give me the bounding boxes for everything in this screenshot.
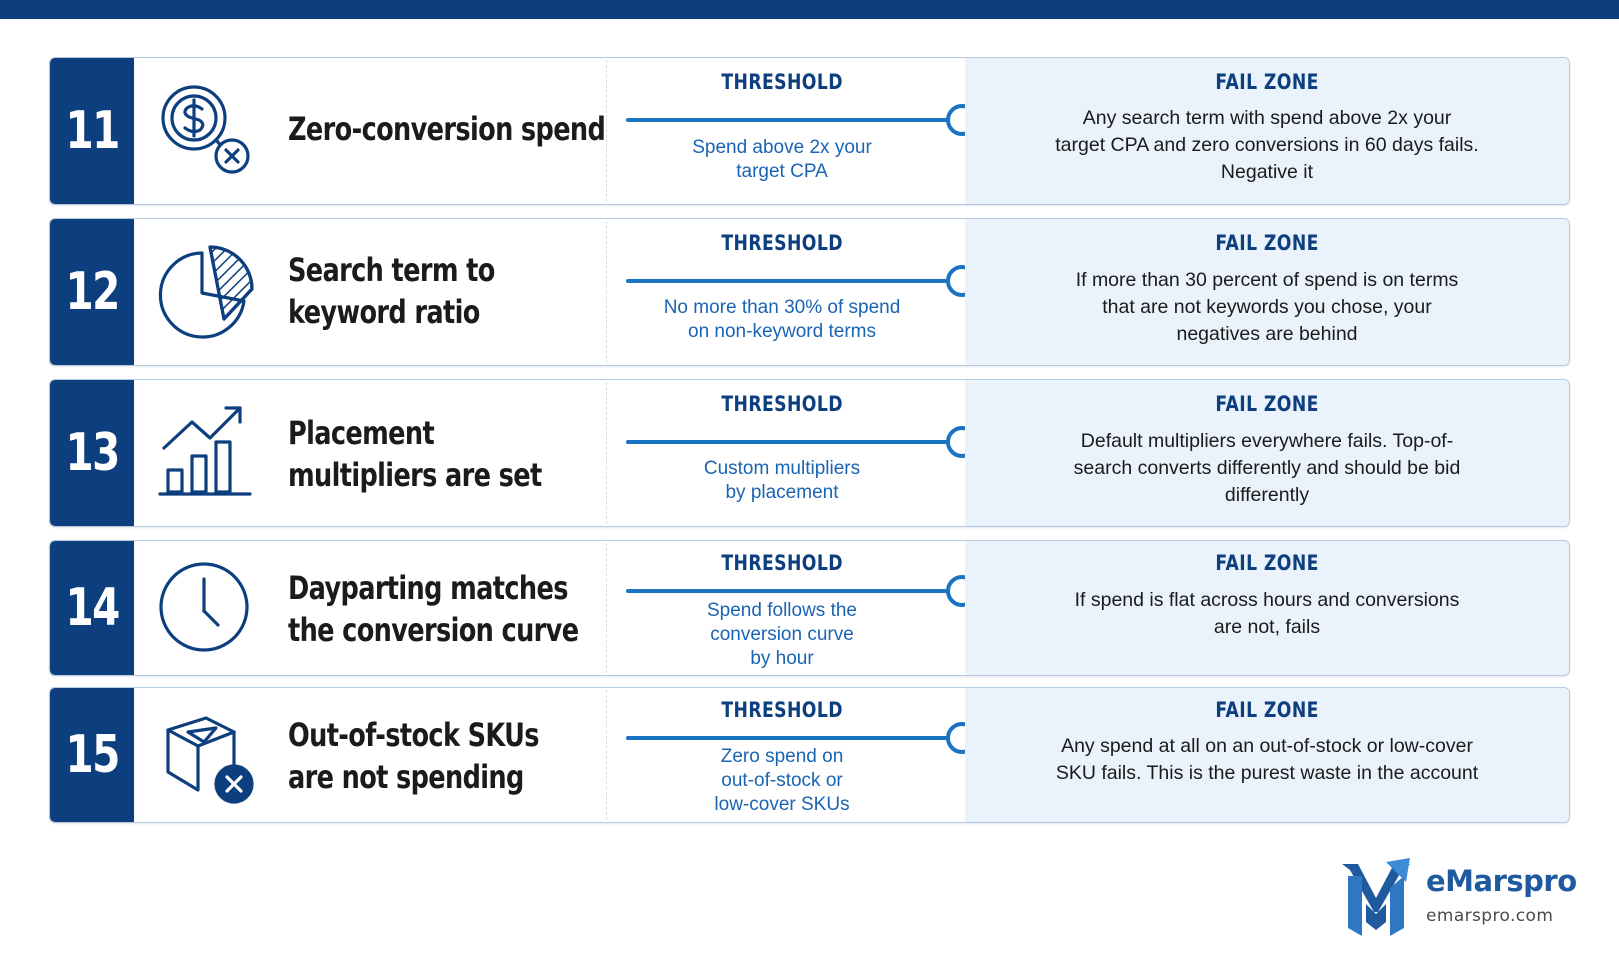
threshold-header: THRESHOLD (721, 70, 843, 94)
fail-zone-header: FAIL ZONE (1215, 231, 1319, 255)
check-title-line: Dayparting matches (288, 569, 568, 607)
check-card-14 (49, 540, 1570, 676)
check-card-15 (49, 687, 1570, 823)
threshold-text: Zero spend on out-of-stock or low-cover SKUs (714, 746, 850, 815)
check-number-block (50, 688, 134, 822)
threshold-column (626, 219, 988, 365)
threshold-track (626, 440, 963, 444)
check-title (288, 108, 618, 150)
top-banner-bar (0, 0, 1619, 19)
threshold-column (626, 688, 988, 822)
fail-zone-column (965, 380, 1569, 526)
check-title-line: the conversion curve (288, 611, 579, 649)
threshold-header: THRESHOLD (721, 698, 843, 722)
check-title-line: keyword ratio (288, 293, 480, 331)
check-number-block (50, 380, 134, 526)
threshold-column (626, 58, 988, 204)
column-divider (606, 60, 607, 202)
fail-zone-header: FAIL ZONE (1215, 698, 1319, 722)
check-number: 13 (65, 423, 119, 483)
check-number: 14 (65, 578, 119, 638)
bar-chart-trend-icon (154, 400, 258, 504)
check-number: 12 (65, 262, 119, 322)
threshold-text: No more than 30% of spend on non-keyword terms (663, 297, 901, 342)
threshold-header: THRESHOLD (721, 231, 843, 255)
threshold-track (626, 589, 963, 593)
check-number-block (50, 58, 134, 204)
fail-zone-text: If more than 30 percent of spend is on terms that are not keywords you chose, your negatives are behind (1075, 269, 1459, 345)
column-divider (606, 382, 607, 524)
threshold-track (626, 118, 963, 122)
check-title (288, 714, 618, 798)
threshold-column (626, 541, 988, 675)
fail-zone-header: FAIL ZONE (1215, 551, 1319, 575)
threshold-track (626, 279, 963, 283)
check-title-line: Zero-conversion spend (288, 110, 606, 148)
check-card-12 (49, 218, 1570, 366)
fail-zone-column (965, 219, 1569, 365)
fail-zone-column (965, 541, 1569, 675)
check-number: 11 (65, 101, 119, 161)
fail-zone-header: FAIL ZONE (1215, 70, 1319, 94)
threshold-text: Spend follows the conversion curve by hour (707, 600, 857, 669)
threshold-text: Custom multipliers by placement (703, 458, 861, 503)
fail-zone-text: If spend is flat across hours and conversions are not, fails (1074, 589, 1460, 638)
check-title-line: Placement (288, 414, 435, 452)
column-divider (606, 690, 607, 820)
fail-zone-column (965, 58, 1569, 204)
brand-footer (1340, 858, 1580, 938)
check-number-block (50, 219, 134, 365)
emarspro-logo-icon (1340, 858, 1412, 938)
check-title-line: are not spending (288, 758, 524, 796)
fail-zone-text: Default multipliers everywhere fails. Top-of- search converts differently and should be bid differently (1073, 430, 1461, 506)
check-title (288, 567, 618, 651)
pie-chart-icon (154, 241, 258, 345)
check-card-11 (49, 57, 1570, 205)
column-divider (606, 543, 607, 673)
check-title-line: Out-of-stock SKUs (288, 716, 539, 754)
threshold-header: THRESHOLD (721, 392, 843, 416)
clock-icon (154, 557, 258, 661)
threshold-track (626, 736, 963, 740)
column-divider (606, 221, 607, 363)
check-title-line: Search term to (288, 251, 495, 289)
dollar-magnifier-x-icon (154, 80, 258, 184)
brand-url: emarspro.com (1426, 906, 1554, 926)
threshold-column (626, 380, 988, 526)
check-title (288, 249, 618, 333)
box-x-icon (154, 706, 258, 810)
brand-name: eMarspro (1426, 864, 1577, 898)
check-number: 15 (65, 725, 119, 785)
threshold-header: THRESHOLD (721, 551, 843, 575)
check-title-line: multipliers are set (288, 456, 542, 494)
threshold-text: Spend above 2x your target CPA (692, 137, 872, 182)
check-card-13 (49, 379, 1570, 527)
fail-zone-column (965, 688, 1569, 822)
fail-zone-text: Any search term with spend above 2x your target CPA and zero conversions in 60 days fails. Negative it (1055, 107, 1479, 183)
fail-zone-text: Any spend at all on an out-of-stock or low-cover SKU fails. This is the purest waste in the account (1055, 735, 1479, 784)
check-title (288, 412, 618, 496)
check-number-block (50, 541, 134, 675)
fail-zone-header: FAIL ZONE (1215, 392, 1319, 416)
